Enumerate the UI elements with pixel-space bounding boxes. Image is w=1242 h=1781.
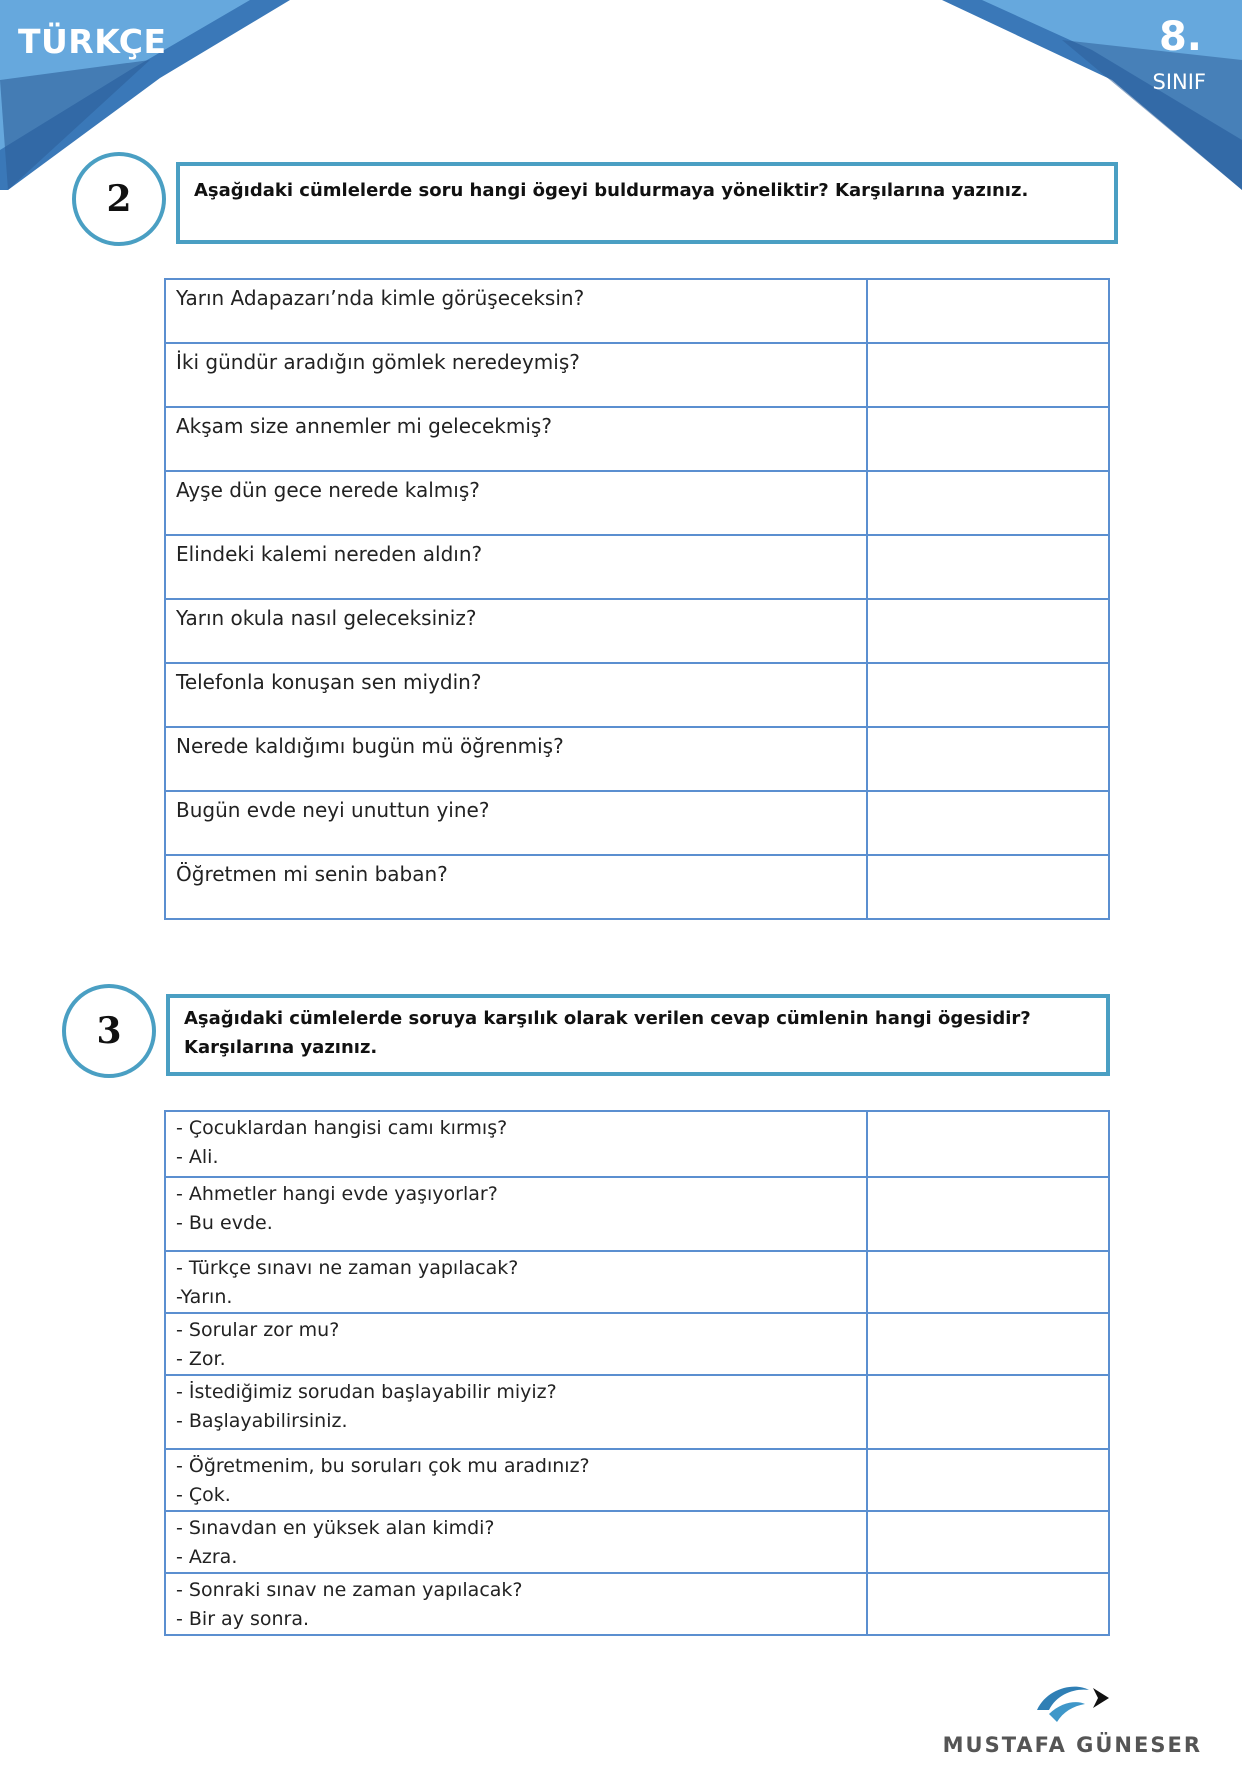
- question-number-2: 2: [72, 152, 166, 246]
- dialogue-cell: [165, 1511, 867, 1573]
- dialogue-answer: - Ali.: [176, 1146, 219, 1168]
- instruction-box-2: Aşağıdaki cümlelerde soru hangi ögeyi buldurmaya yöneliktir? Karşılarına yazınız.: [176, 162, 1118, 244]
- question-cell: Yarın okula nasıl geleceksiniz?: [165, 599, 867, 663]
- table-row: [165, 471, 1109, 535]
- question-cell: Yarın Adapazarı’nda kimle görüşeceksin?: [165, 279, 867, 343]
- subject-title: TÜRKÇE: [18, 22, 167, 61]
- table-row: [165, 1573, 1109, 1635]
- dialogue-cell: [165, 1111, 867, 1177]
- table-row: [165, 1111, 1109, 1177]
- question-cell: Öğretmen mi senin baban?: [165, 855, 867, 919]
- dialogue-question: - Çocuklardan hangisi camı kırmış?: [176, 1117, 508, 1139]
- answer-cell[interactable]: [867, 1177, 1109, 1251]
- dialogue-question: - İstediğimiz sorudan başlayabilir miyiz?: [176, 1381, 557, 1403]
- dialogue-question: - Sınavdan en yüksek alan kimdi?: [176, 1517, 495, 1539]
- answer-cell[interactable]: [867, 343, 1109, 407]
- answer-cell[interactable]: [867, 855, 1109, 919]
- table-row: [165, 855, 1109, 919]
- dialogue-cell: [165, 1449, 867, 1511]
- answer-cell[interactable]: [867, 407, 1109, 471]
- grade-number: 8.: [1158, 14, 1202, 60]
- table-row: [165, 1251, 1109, 1313]
- publisher-logo: [943, 1680, 1202, 1757]
- question-cell: Ayşe dün gece nerede kalmış?: [165, 471, 867, 535]
- table-row: [165, 535, 1109, 599]
- dialogue-question: - Sonraki sınav ne zaman yapılacak?: [176, 1579, 523, 1601]
- dialogue-answer: -Yarın.: [176, 1286, 233, 1308]
- dialogue-question: - Ahmetler hangi evde yaşıyorlar?: [176, 1183, 498, 1205]
- answer-cell[interactable]: [867, 1573, 1109, 1635]
- answer-cell[interactable]: [867, 599, 1109, 663]
- table-row: [165, 407, 1109, 471]
- answer-cell[interactable]: [867, 1111, 1109, 1177]
- table-row: [165, 791, 1109, 855]
- answer-table-3: [164, 1110, 1110, 1636]
- answer-cell[interactable]: [867, 471, 1109, 535]
- dialogue-cell: [165, 1573, 867, 1635]
- answer-cell[interactable]: [867, 535, 1109, 599]
- table-row: [165, 1313, 1109, 1375]
- table-row: [165, 1511, 1109, 1573]
- answer-cell[interactable]: [867, 727, 1109, 791]
- answer-cell[interactable]: [867, 1449, 1109, 1511]
- dialogue-answer: - Başlayabilirsiniz.: [176, 1410, 348, 1432]
- answer-cell[interactable]: [867, 1511, 1109, 1573]
- dialogue-question: - Öğretmenim, bu soruları çok mu aradınız?: [176, 1455, 590, 1477]
- answer-table-2: [164, 278, 1110, 920]
- grade-label: SINIF: [1152, 70, 1206, 94]
- answer-cell[interactable]: [867, 1251, 1109, 1313]
- dialogue-answer: - Zor.: [176, 1348, 226, 1370]
- table-row: [165, 1449, 1109, 1511]
- dialogue-question: - Türkçe sınavı ne zaman yapılacak?: [176, 1257, 519, 1279]
- swoosh-logo-icon: [1027, 1680, 1117, 1728]
- dialogue-answer: - Bir ay sonra.: [176, 1608, 310, 1630]
- question-cell: Elindeki kalemi nereden aldın?: [165, 535, 867, 599]
- answer-cell[interactable]: [867, 279, 1109, 343]
- table-row: [165, 1177, 1109, 1251]
- logo-text: MUSTAFA GÜNESER: [942, 1733, 1202, 1757]
- table-row: [165, 727, 1109, 791]
- question-cell: Akşam size annemler mi gelecekmiş?: [165, 407, 867, 471]
- dialogue-cell: [165, 1375, 867, 1449]
- dialogue-answer: - Bu evde.: [176, 1212, 273, 1234]
- table-row: [165, 663, 1109, 727]
- question-cell: İki gündür aradığın gömlek neredeymiş?: [165, 343, 867, 407]
- answer-cell[interactable]: [867, 663, 1109, 727]
- table-row: [165, 343, 1109, 407]
- dialogue-cell: [165, 1313, 867, 1375]
- table-row: [165, 599, 1109, 663]
- table-row: [165, 1375, 1109, 1449]
- instruction-box-3: Aşağıdaki cümlelerde soruya karşılık olarak verilen cevap cümlenin hangi ögesidir? Karşılarına yazınız.: [166, 994, 1110, 1076]
- answer-cell[interactable]: [867, 1313, 1109, 1375]
- dialogue-answer: - Azra.: [176, 1546, 238, 1568]
- question-cell: Nerede kaldığımı bugün mü öğrenmiş?: [165, 727, 867, 791]
- question-cell: Telefonla konuşan sen miydin?: [165, 663, 867, 727]
- dialogue-answer: - Çok.: [176, 1484, 231, 1506]
- dialogue-cell: [165, 1177, 867, 1251]
- question-cell: Bugün evde neyi unuttun yine?: [165, 791, 867, 855]
- table-row: [165, 279, 1109, 343]
- answer-cell[interactable]: [867, 1375, 1109, 1449]
- question-number-3: 3: [62, 984, 156, 1078]
- dialogue-cell: [165, 1251, 867, 1313]
- answer-cell[interactable]: [867, 791, 1109, 855]
- dialogue-question: - Sorular zor mu?: [176, 1319, 340, 1341]
